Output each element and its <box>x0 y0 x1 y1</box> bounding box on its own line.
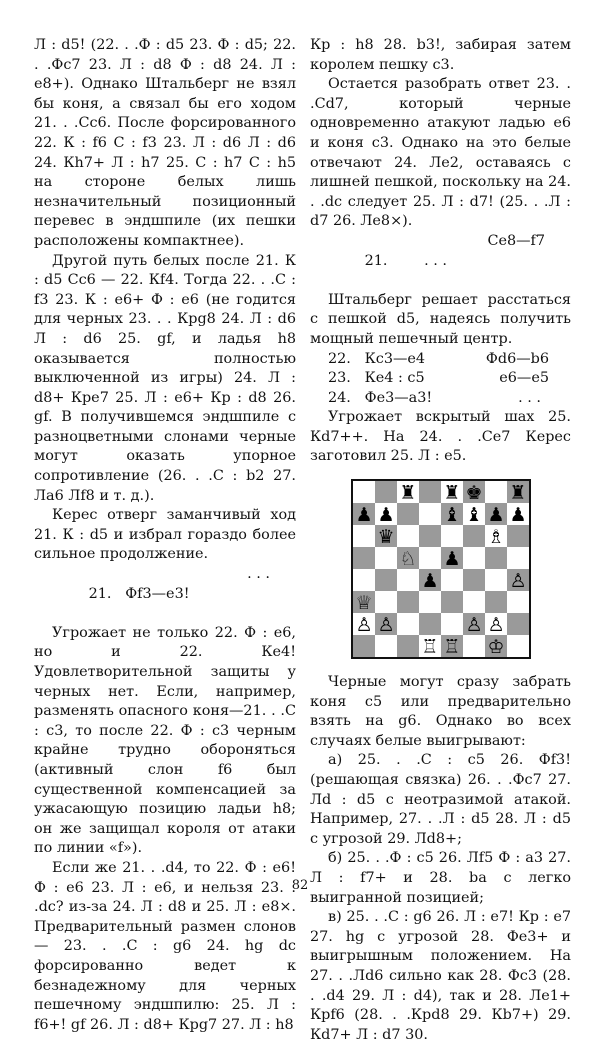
paragraph: б) 25. . .Ф : c5 26. Лf5 Ф : a3 27. Л : f7+ и 28. ba с легко выигранной позицией; <box>310 850 571 906</box>
chess-piece: ♙ <box>376 614 395 637</box>
move-number: 24. <box>328 389 351 406</box>
paragraph: Если же 21. . .d4, то 22. Ф : e6! Ф : e6 23. Л : e6, и нельзя 23. . .dc? из-за 24. Л : d8 и 25. Л : e8×. Предварительный размен слонов — 23. . .С : g6 24. hg dc форсированно ведет к безнадежному для черных пешечному эндшпилю: 25. Л : f6+! gf 26. Л : d8+ Крg7 27. Л : h8 <box>34 859 296 1033</box>
black-move: e6—e5 <box>499 370 549 387</box>
chess-piece: ♘ <box>398 548 417 571</box>
black-move: . . . <box>518 389 541 406</box>
paragraph: Штальберг решает расстаться с пешкой d5, надеясь получить мощный пешечный центр. <box>310 291 571 347</box>
page-number: 82 <box>291 878 309 893</box>
board-square <box>353 547 375 569</box>
chess-piece: ♖ <box>442 636 461 658</box>
paragraph: Угрожает вскрытый шах 25. Кd7++. На 24. . .Сe7 Керес заготовил 25. Л : e5. <box>310 409 571 465</box>
chess-piece: ♜ <box>398 482 417 505</box>
board-square <box>397 635 419 657</box>
board-square <box>463 547 485 569</box>
board-square <box>463 591 485 613</box>
board-square <box>485 569 507 591</box>
board-square <box>441 613 463 635</box>
chess-piece: ♔ <box>486 636 505 658</box>
board-square <box>419 547 441 569</box>
chess-piece: ♚ <box>464 482 483 505</box>
move-list <box>310 350 571 409</box>
white-move: Фe3—a3! <box>364 389 433 406</box>
board-square <box>397 591 419 613</box>
chess-piece: ♜ <box>442 482 461 505</box>
move-number: 21. <box>88 585 112 602</box>
board-square <box>485 481 507 503</box>
move-line <box>310 369 571 389</box>
board-square <box>397 525 419 547</box>
black-move: Сe8—f7 <box>487 232 545 249</box>
board-square <box>397 613 419 635</box>
chess-piece: ♜ <box>508 482 527 505</box>
board-square <box>507 525 529 547</box>
board-square <box>353 569 375 591</box>
board-square <box>397 503 419 525</box>
paragraph: Черные могут сразу забрать коня c5 или предварительно взять на g6. Однако во всех случаях белые выигрывают: <box>310 674 571 749</box>
chess-piece: ♙ <box>486 614 505 637</box>
white-move: Кc3—e4 <box>364 350 426 367</box>
chess-piece: ♙ <box>464 614 483 637</box>
board-square <box>485 591 507 613</box>
chess-diagram <box>310 479 571 659</box>
paragraph: а) 25. . .С : c5 26. Фf3! (решающая связка) 26. . .Фc7 27. Лd : d5 с неотразимой атакой. Например, 27. . .Л : d5 28. Л : d5 с угрозой 29. Лd8+; <box>310 752 571 847</box>
chess-board <box>351 479 531 659</box>
white-move: Фf3—e3! <box>125 585 190 602</box>
chess-piece: ♖ <box>420 636 439 658</box>
board-square <box>375 481 397 503</box>
board-square <box>375 547 397 569</box>
chess-piece: ♟ <box>442 548 461 571</box>
chess-piece: ♟ <box>420 570 439 593</box>
board-square <box>375 591 397 613</box>
paragraph: Кр : h8 28. b3!, забирая затем королем пешку c3. <box>310 37 571 73</box>
paragraph: в) 25. . .С : g6 26. Л : e7! Кр : e7 27. hg с угрозой 28. Фe3+ и выигрышным положением. На 27. . .Лd6 сильно как 28. Фc3 (28. . .d4 29. Л : d4), так и 28. Лe1+ Крf6 (28. . .Крd8 29. Кb7+) 29. Кd7+ Л : d7 30. <box>310 909 571 1043</box>
chess-piece: ♟ <box>508 504 527 527</box>
board-square <box>419 481 441 503</box>
chess-piece: ♟ <box>486 504 505 527</box>
move-line-21-black <box>310 232 571 291</box>
board-square <box>353 635 375 657</box>
board-square <box>397 569 419 591</box>
move-number: 22. <box>328 350 351 367</box>
black-move: Фd6—b6 <box>485 350 549 367</box>
chess-board-svg <box>353 481 529 657</box>
right-column <box>310 36 571 1045</box>
chess-piece: ♙ <box>354 614 373 637</box>
board-square <box>375 635 397 657</box>
move-line <box>310 350 571 370</box>
board-square <box>375 569 397 591</box>
move-line <box>310 389 571 409</box>
board-square <box>419 503 441 525</box>
white-move: Кe4 : c5 <box>364 370 425 387</box>
board-square <box>507 635 529 657</box>
board-square <box>441 591 463 613</box>
board-square <box>463 569 485 591</box>
black-move: . . . <box>247 566 270 583</box>
paragraph: Остается разобрать ответ 23. . .Сd7, который черные одновременно атакуют ладью e6 и коня c3. Однако на это белые отвечают 24. Лe2, оставаясь с лишней пешкой, поскольку на 24. . .dc следует 25. Л : d7! (25. . .Л : d7 26. Лe8×). <box>310 76 571 230</box>
board-square <box>485 547 507 569</box>
chess-piece: ♕ <box>354 592 373 615</box>
white-move: . . . <box>424 252 447 269</box>
board-square <box>441 525 463 547</box>
chess-piece: ♝ <box>464 504 483 527</box>
chess-piece: ♙ <box>508 570 527 593</box>
board-square <box>419 613 441 635</box>
board-square <box>353 481 375 503</box>
board-square <box>507 591 529 613</box>
board-square <box>463 635 485 657</box>
move-number: 23. <box>328 370 351 387</box>
board-square <box>507 547 529 569</box>
chess-piece: ♗ <box>486 526 505 549</box>
paragraph: Угрожает не только 22. Ф : e6, но и 22. Кe4! Удовлетворительной защиты у черных нет. Если, например, разменять опасного коня—21. . .С : c3, то после 22. Ф : c3 черным крайне трудно обороняться (активный слон f6 был существенной компенсацией за ужасающую позицию ладьи h8; он же защищал короля от атаки по линии «f»). <box>34 624 296 857</box>
paragraph: Л : d5! (22. . .Ф : d5 23. Ф : d5; 22. . .Фc7 23. Л : d8 Ф : d8 24. Л : e8+). Однако Штальберг не взял бы коня, а связал бы его ходом 21. . .Сc6. После форсированного 22. К : f6 С : f3 23. Л : d6 Л : d6 24. Кh7+ Л : h7 25. С : h7 С : h5 на стороне белых лишь незначительный позиционный перевес в эндшпиле (их пешки расположены компактнее). <box>34 37 296 249</box>
chess-piece: ♛ <box>376 526 395 549</box>
chess-piece: ♟ <box>376 504 395 527</box>
board-square <box>353 525 375 547</box>
board-square <box>463 525 485 547</box>
board-square <box>419 591 441 613</box>
paragraph: Керес отверг заманчивый ход 21. К : d5 и избрал гораздо более сильное продолжение. <box>34 507 296 563</box>
paragraph: Другой путь белых после 21. К : d5 Сc6 — 22. Кf4. Тогда 22. . .С : f3 23. К : e6+ Ф : e6 (не годится для черных 23. . . Крg8 24. Л : d6 Л : d6 25. gf, и ладья h8 оказывается полностью выключенной из игры) 24. Л : d8+ Крe7 25. Л : e6+ Кр : d8 26. gf. В получившемся эндшпиле с разноцветными слонами черные могут оказать упорное сопротивление (26. . .С : b2 27. Лa6 Лf8 и т. д.). <box>34 252 296 504</box>
move-line-21-white <box>34 565 296 624</box>
board-square <box>441 569 463 591</box>
board-square <box>419 525 441 547</box>
move-number: 21. <box>364 252 388 269</box>
board-square <box>507 613 529 635</box>
chess-piece: ♝ <box>442 504 461 527</box>
chess-piece: ♟ <box>354 504 373 527</box>
